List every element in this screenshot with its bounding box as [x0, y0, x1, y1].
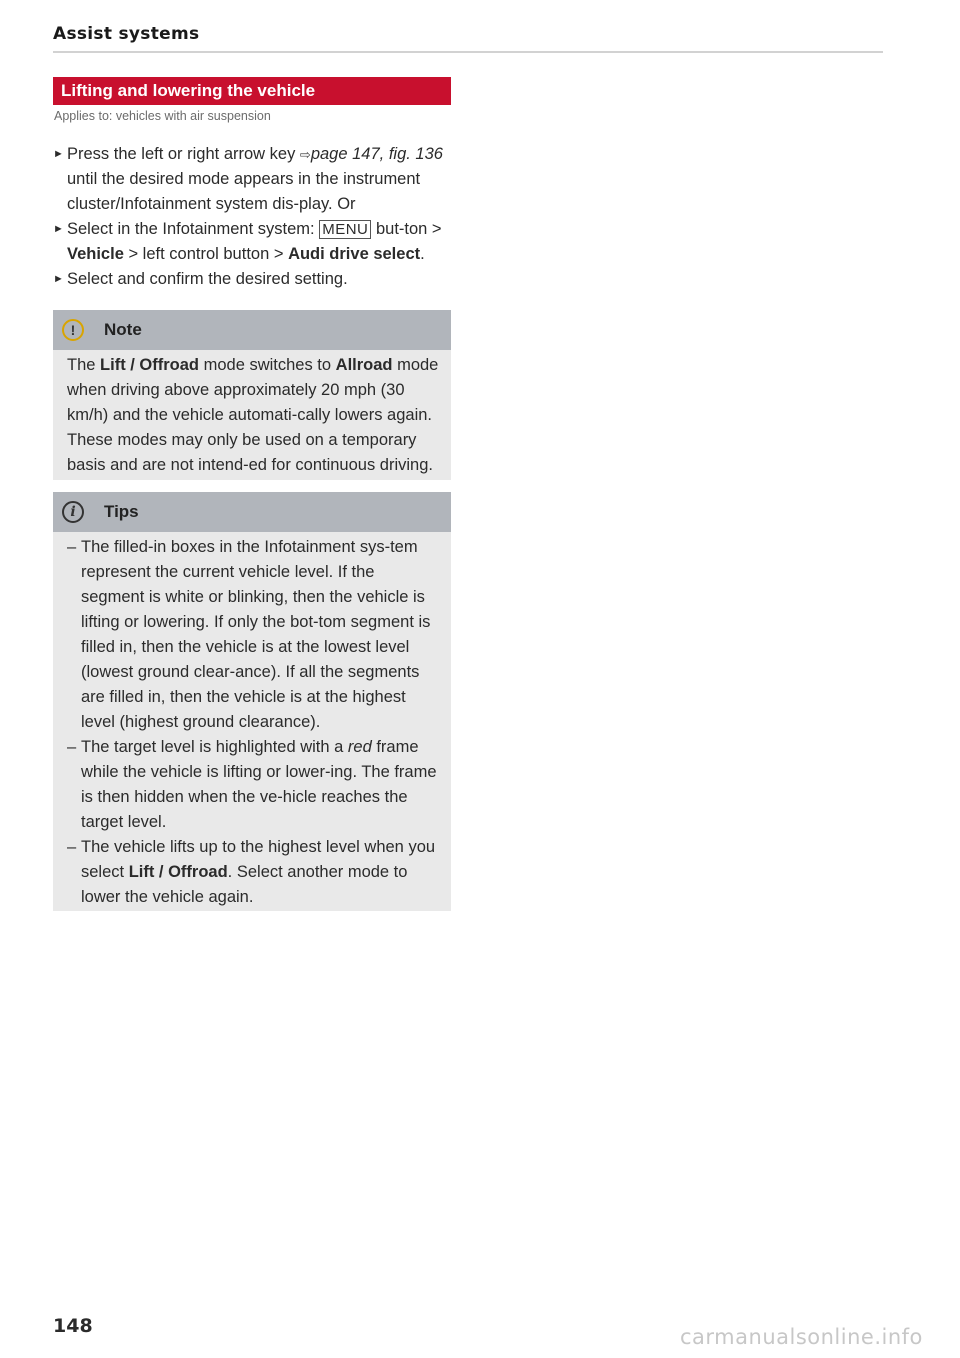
step-text: > left control button > — [123, 245, 289, 263]
step-item — [53, 267, 451, 292]
step-text: Press the left or right arrow key — [67, 145, 300, 163]
tips-box — [53, 492, 451, 911]
dash-bullet: – — [67, 838, 77, 856]
note-box — [53, 310, 451, 480]
mode-lift-offroad: Lift / Offroad — [100, 356, 200, 374]
tips-list — [53, 532, 451, 911]
applies-to-note: Applies to: vehicles with air suspension — [54, 109, 271, 123]
header-divider — [53, 51, 883, 53]
menu-path-vehicle: Vehicle — [67, 245, 124, 263]
step-text: Select in the Infotainment system: — [67, 220, 320, 238]
arrow-right-icon: ► — [53, 223, 64, 235]
page-reference-arrow-icon: ⇨ — [299, 147, 311, 162]
tips-title: Tips — [104, 502, 139, 521]
mode-allroad: Allroad — [335, 356, 393, 374]
dash-bullet: – — [67, 538, 77, 556]
step-item — [53, 217, 451, 267]
step-text: . — [420, 245, 425, 263]
page-reference-link[interactable]: page 147, fig. 136 — [310, 145, 443, 163]
section-title: Lifting and lowering the vehicle — [53, 77, 451, 105]
list-item: – The target level is highlighted with a red frame while the vehicle is lifting or lower-ing. The frame is then hidden when the ve-hicle reaches the target level. — [67, 735, 441, 835]
dash-bullet: – — [67, 738, 77, 756]
page-number: 148 — [53, 1315, 93, 1337]
list-item: – The vehicle lifts up to the highest level when you select Lift / Offroad. Select another mode to lower the vehicle again. — [67, 835, 441, 910]
note-title: Note — [104, 320, 142, 339]
step-item — [53, 142, 451, 217]
emphasis-red: red — [347, 738, 372, 756]
watermark: carmanualsonline.info — [680, 1325, 923, 1349]
note-header — [53, 310, 451, 350]
step-text: until the desired mode appears in the instrument cluster/Infotainment system dis-play. Or — [67, 170, 421, 213]
tips-header — [53, 492, 451, 532]
running-header: Assist systems — [53, 24, 200, 44]
mode-lift-offroad: Lift / Offroad — [128, 863, 228, 881]
arrow-right-icon: ► — [53, 148, 64, 160]
info-circle-icon: i — [62, 501, 84, 523]
list-item: – The filled-in boxes in the Infotainment sys-tem represent the current vehicle level. If the segment is white or blinking, then the vehicle is lifting or lowering. If only the bot-tom segment is filled in, then the vehicle is at the lowest level (lowest ground clear-ance). If all the segments are filled in, then the vehicle is at the highest level (highest ground clearance). — [67, 535, 441, 735]
exclamation-circle-icon: ! — [62, 319, 84, 341]
note-body: The Lift / Offroad mode switches to Allroad mode when driving above approximately 20 mph (30 km/h) and the vehicle automati-cally lowers again. These modes may only be used on a temporary basis and are not intend-ed for continuous driving. — [67, 356, 439, 474]
steps-list — [53, 142, 451, 292]
menu-path-audi-drive-select: Audi drive select — [288, 245, 421, 263]
menu-key-label: MENU — [319, 220, 371, 239]
main-column — [53, 77, 451, 911]
step-text: Select and confirm the desired setting. — [67, 270, 348, 288]
step-text: but-ton > — [371, 220, 442, 238]
arrow-right-icon: ► — [53, 273, 64, 285]
